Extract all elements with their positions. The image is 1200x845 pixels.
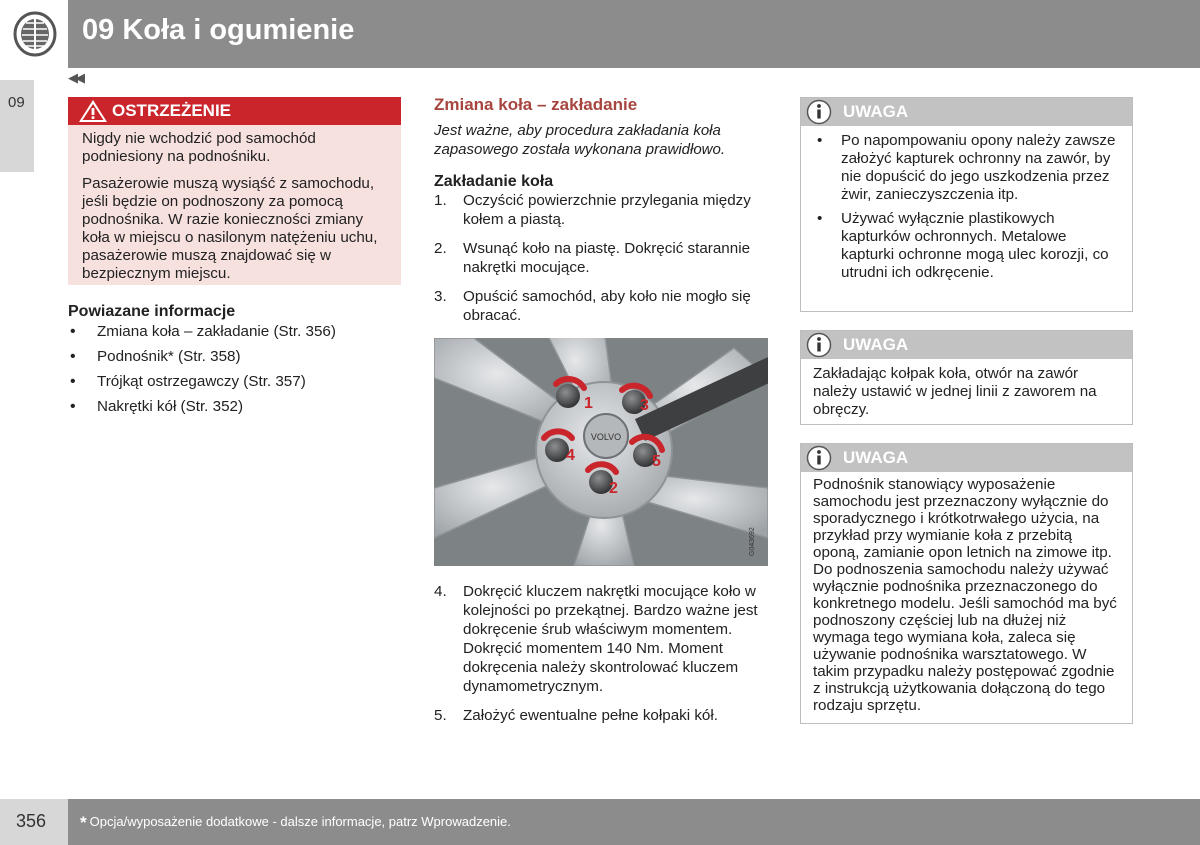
back-arrows-icon[interactable]: ◀◀ bbox=[68, 70, 82, 85]
related-list bbox=[68, 323, 408, 416]
nut-number-label: 2 bbox=[609, 480, 618, 497]
warning-paragraph: Pasażerowie muszą wysiąść z samochodu, jeśli będzie on podnoszony za pomocą podnośnika. W razie konieczności zmiany koła w miejscu o nasilonym natężeniu uchu, pasażerowie muszą znajdować się w bezpiecznym miejscu. bbox=[82, 175, 378, 282]
nut-number-label: 1 bbox=[584, 395, 593, 412]
note-box bbox=[800, 97, 1133, 312]
footnote-text: Opcja/wyposażenie dodatkowe - dalsze informacje, patrz Wprowadzenie. bbox=[89, 814, 511, 829]
nut-number-label: 3 bbox=[640, 397, 649, 414]
step-text: Dokręcić kluczem nakrętki mocujące koło w kolejności po przekątnej. Bardzo ważne jest dokręcenie śrub właściwym momentem. Dokręcić momentem 140 Nm. Moment dokręcenia należy skontrolować kluczem dynamometrycznym. bbox=[463, 583, 758, 695]
related-link[interactable]: • Podnośnik* (Str. 358) bbox=[68, 348, 408, 366]
note-body bbox=[801, 126, 1132, 294]
image-code: G043692 bbox=[749, 527, 756, 556]
footnote bbox=[80, 813, 511, 833]
chapter-side-tab[interactable] bbox=[0, 80, 34, 172]
step-number: 1. bbox=[434, 192, 447, 209]
note-label: UWAGA bbox=[843, 102, 909, 121]
related-link[interactable]: • Nakrętki kół (Str. 352) bbox=[68, 398, 408, 416]
footnote-star: * bbox=[80, 813, 87, 832]
note-label: UWAGA bbox=[843, 335, 909, 354]
related-link[interactable]: • Zmiana koła – zakładanie (Str. 356) bbox=[68, 323, 408, 341]
chapter-logo bbox=[0, 0, 68, 68]
warning-header bbox=[68, 97, 401, 125]
hub-logo-text: VOLVO bbox=[590, 432, 622, 442]
step-number: 4. bbox=[434, 583, 447, 600]
main-section bbox=[434, 95, 770, 335]
note-box bbox=[800, 330, 1133, 425]
warning-label: OSTRZEŻENIE bbox=[112, 101, 232, 120]
step-item bbox=[434, 287, 770, 325]
note-header bbox=[801, 331, 1132, 359]
steps-list bbox=[434, 191, 770, 325]
chapter-title: 09 Koła i ogumienie bbox=[82, 14, 355, 46]
note-label: UWAGA bbox=[843, 448, 909, 467]
info-icon bbox=[806, 332, 832, 358]
step-text: Założyć ewentualne pełne kołpaki kół. bbox=[463, 707, 718, 724]
note-body: Zakładając kołpak koła, otwór na zawór należy ustawić w jednej linii z zaworem na obręczy. bbox=[813, 365, 1097, 418]
nut-number-label: 4 bbox=[566, 447, 575, 464]
warning-paragraph: Nigdy nie wchodzić pod samochód podniesiony na podnośniku. bbox=[82, 130, 316, 165]
step-number: 5. bbox=[434, 707, 447, 724]
step-item bbox=[434, 582, 770, 696]
nut-number-label: 5 bbox=[652, 453, 661, 470]
step-item bbox=[434, 191, 770, 229]
related-link[interactable]: • Trójkąt ostrzegawczy (Str. 357) bbox=[68, 373, 408, 391]
steps-list bbox=[434, 582, 770, 725]
info-icon bbox=[806, 99, 832, 125]
page-header bbox=[0, 0, 1200, 68]
warning-triangle-icon bbox=[78, 99, 108, 123]
note-item: • Używać wyłącznie plastikowych kapturków ochronnych. Metalowe kapturki ochronne mogą ulec korozji, co utrudni ich odkręcenie. bbox=[813, 210, 1120, 282]
step-text: Wsunąć koło na piastę. Dokręcić starannie nakrętki mocujące. bbox=[463, 240, 751, 276]
wheel-drawing bbox=[434, 338, 768, 566]
info-icon bbox=[806, 445, 832, 471]
side-tab-label: 09 bbox=[8, 94, 25, 111]
warning-body bbox=[68, 125, 401, 283]
section-intro: Jest ważne, aby procedura zakładania koła zapasowego została wykonana prawidłowo. bbox=[434, 122, 726, 158]
note-list bbox=[813, 132, 1120, 282]
note-body: Podnośnik stanowiący wyposażenie samochodu jest przeznaczony wyłącznie do sporadycznego i krótkotrwałego użycia, na przykład przy wymianie koła z przebitą oponą, zamianie opon letnich na zimowe itp. Do podnoszenia samochodu należy używać wyłącznie podnośnika przeznaczonego do konkretnego modelu. Jeśli samochód ma być podnoszony częściej lub na dłużej niż wymaga tego wymiana koła, zaleca się używanie podnośnika warsztatowego. W takim przypadku należy postępować zgodnie z instrukcją użytkowania dołączoną do tego rodzaju sprzętu. bbox=[813, 476, 1117, 714]
steps-continued bbox=[434, 582, 770, 735]
related-title: Powiazane informacje bbox=[68, 303, 236, 320]
page-footer bbox=[0, 799, 1200, 845]
step-number: 3. bbox=[434, 288, 447, 305]
note-header bbox=[801, 444, 1132, 472]
step-text: Oczyścić powierzchnie przylegania między kołem a piastą. bbox=[463, 192, 751, 228]
section-subtitle: Zakładanie koła bbox=[434, 173, 554, 190]
page-number: 356 bbox=[16, 811, 47, 831]
step-text: Opuścić samochód, aby koło nie mogło się obracać. bbox=[463, 288, 751, 324]
step-item bbox=[434, 239, 770, 277]
warning-box bbox=[68, 97, 401, 285]
note-item: • Po napompowaniu opony należy zawsze założyć kapturek ochronny na zawór, by nie dopuścić do jego uszkodzenia przez żwir, zanieczyszczenia itp. bbox=[813, 132, 1120, 204]
note-box bbox=[800, 443, 1133, 724]
step-number: 2. bbox=[434, 240, 447, 257]
step-item bbox=[434, 706, 770, 725]
tire-icon bbox=[12, 10, 58, 58]
wheel-illustration bbox=[434, 338, 768, 566]
page-number-box bbox=[0, 799, 68, 845]
related-info bbox=[68, 303, 408, 423]
section-title: Zmiana koła – zakładanie bbox=[434, 95, 638, 114]
note-header bbox=[801, 98, 1132, 126]
